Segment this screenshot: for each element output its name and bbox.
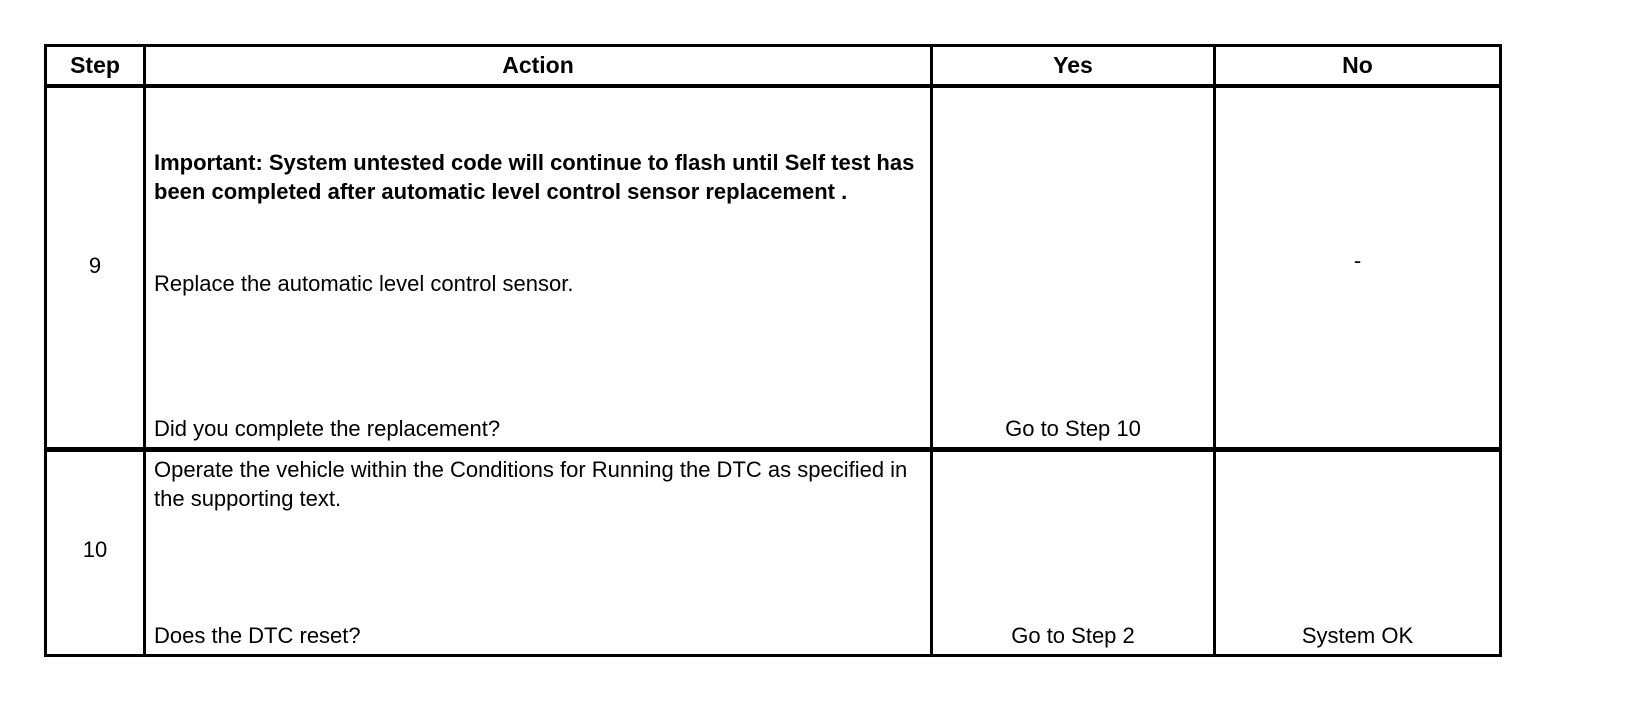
- diagnostic-table: [44, 44, 1502, 657]
- no-answer: -: [1353, 248, 1362, 273]
- yes-answer: Go to Step 10: [1005, 416, 1141, 441]
- step-10-no: [1216, 452, 1499, 654]
- step-9-no: [1216, 88, 1499, 452]
- step-9-action: [146, 88, 933, 452]
- instruction-text: Replace the automatic level control sensor.: [154, 271, 574, 296]
- instruction-text: Operate the vehicle within the Conditions for Running the DTC as specified in the supporting text.: [154, 457, 908, 511]
- step-10-number: [47, 452, 146, 654]
- step-10-yes: [933, 452, 1216, 654]
- step-9-number: [47, 88, 146, 452]
- step-number: 10: [82, 536, 108, 562]
- step-number: 9: [88, 253, 102, 278]
- yes-answer: Go to Step 2: [1011, 623, 1135, 648]
- header-no: No: [1216, 47, 1499, 88]
- header-yes: Yes: [933, 47, 1216, 88]
- important-note: Important: System untested code will continue to flash until Self test has been completed after automatic level control sensor replacement .: [154, 150, 915, 204]
- question-text: Did you complete the replacement?: [154, 416, 501, 441]
- header-action: Action: [146, 47, 933, 88]
- step-9-yes: [933, 88, 1216, 452]
- header-step: Step: [47, 47, 146, 88]
- no-answer: System OK: [1301, 623, 1414, 648]
- question-text: Does the DTC reset?: [154, 623, 361, 648]
- step-10-action: [146, 452, 933, 654]
